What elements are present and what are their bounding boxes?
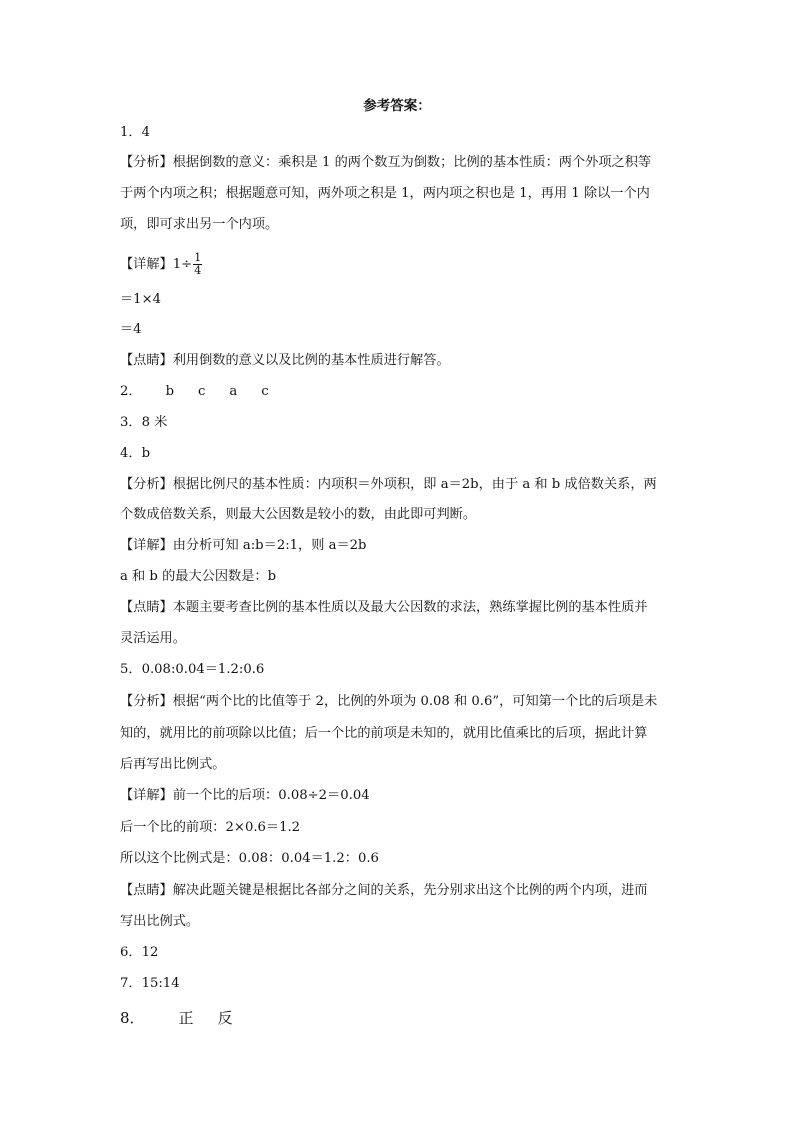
q2-number: 2．: [120, 384, 142, 399]
q6-answer: 6．12: [120, 945, 159, 960]
q1-step: ＝1×4: [120, 292, 162, 307]
q4-comment-line: 灵活运用。: [120, 631, 186, 646]
q8-option: 反: [217, 1009, 233, 1027]
q5-analysis-line: 后再写出比例式。: [120, 757, 226, 772]
q4-detail: 【详解】由分析可知 a:b＝2:1，则 a＝2b: [120, 538, 367, 553]
q4-answer: 4．b: [120, 446, 151, 461]
q3-answer: 3．8 米: [120, 415, 168, 430]
q1-step: ＝4: [120, 322, 142, 337]
fraction-numerator: 1: [194, 251, 202, 264]
q1-answer: 1．4: [120, 125, 150, 140]
page-title: 参考答案：: [363, 98, 431, 114]
q1-analysis-line: 【分析】根据倒数的意义：乘积是 1 的两个数互为倒数；比例的基本性质：两个外项之积等: [120, 155, 652, 170]
q5-analysis-line: 知的，就用比的前项除以比值；后一个比的前项是未知的，就用比值乘比的后项，据此计算: [120, 726, 648, 741]
q5-comment-line: 写出比例式。: [120, 914, 200, 929]
fraction: [193, 252, 202, 277]
q4-detail: a 和 b 的最大公因数是：b: [120, 569, 277, 584]
q5-detail-line: 后一个比的前项：2×0.6＝1.2: [120, 820, 301, 835]
q7-answer: 7．15:14: [120, 976, 180, 991]
q8-answer: [120, 1008, 233, 1028]
q8-option: 正: [178, 1009, 194, 1027]
q2-option: c: [261, 384, 269, 399]
q4-analysis-line: 【分析】根据比例尺的基本性质：内项积＝外项积，即 a＝2b，由于 a 和 b 成倍数关系，两: [120, 477, 657, 492]
q1-detail: [120, 252, 202, 278]
q2-answer: [120, 382, 269, 402]
q5-detail-line: 【详解】前一个比的后项：0.08÷2＝0.04: [120, 788, 370, 803]
q1-detail-prefix: 【详解】1÷: [120, 257, 193, 272]
q1-analysis-line: 项，即可求出另一个内项。: [120, 217, 279, 232]
q5-detail-line: 所以这个比例式是：0.08：0.04＝1.2：0.6: [120, 851, 379, 866]
q5-comment-line: 【点睛】解决此题关键是根据比各部分之间的关系，先分别求出这个比例的两个内项，进而: [120, 883, 648, 898]
q5-answer: 5．0.08:0.04＝1.2:0.6: [120, 662, 265, 677]
q4-comment-line: 【点睛】本题主要考查比例的基本性质以及最大公因数的求法，熟练掌握比例的基本性质并: [120, 600, 648, 615]
q8-number: 8．: [120, 1009, 145, 1027]
q1-comment: 【点睛】利用倒数的意义以及比例的基本性质进行解答。: [120, 353, 450, 368]
q1-analysis-line: 于两个内项之积；根据题意可知，两外项之积是 1，两内项之积也是 1，再用 1 除以一个内: [120, 186, 650, 201]
q2-option: a: [229, 384, 238, 399]
q5-analysis-line: 【分析】根据“两个比的比值等于 2，比例的外项为 0.08 和 0.6”，可知第一个比的后项是未: [120, 694, 658, 709]
fraction-denominator: 4: [194, 264, 202, 277]
q2-option: b: [165, 384, 175, 399]
q4-analysis-line: 个数成倍数关系，则最大公因数是较小的数，由此即可判断。: [120, 507, 477, 522]
q2-option: c: [198, 384, 206, 399]
